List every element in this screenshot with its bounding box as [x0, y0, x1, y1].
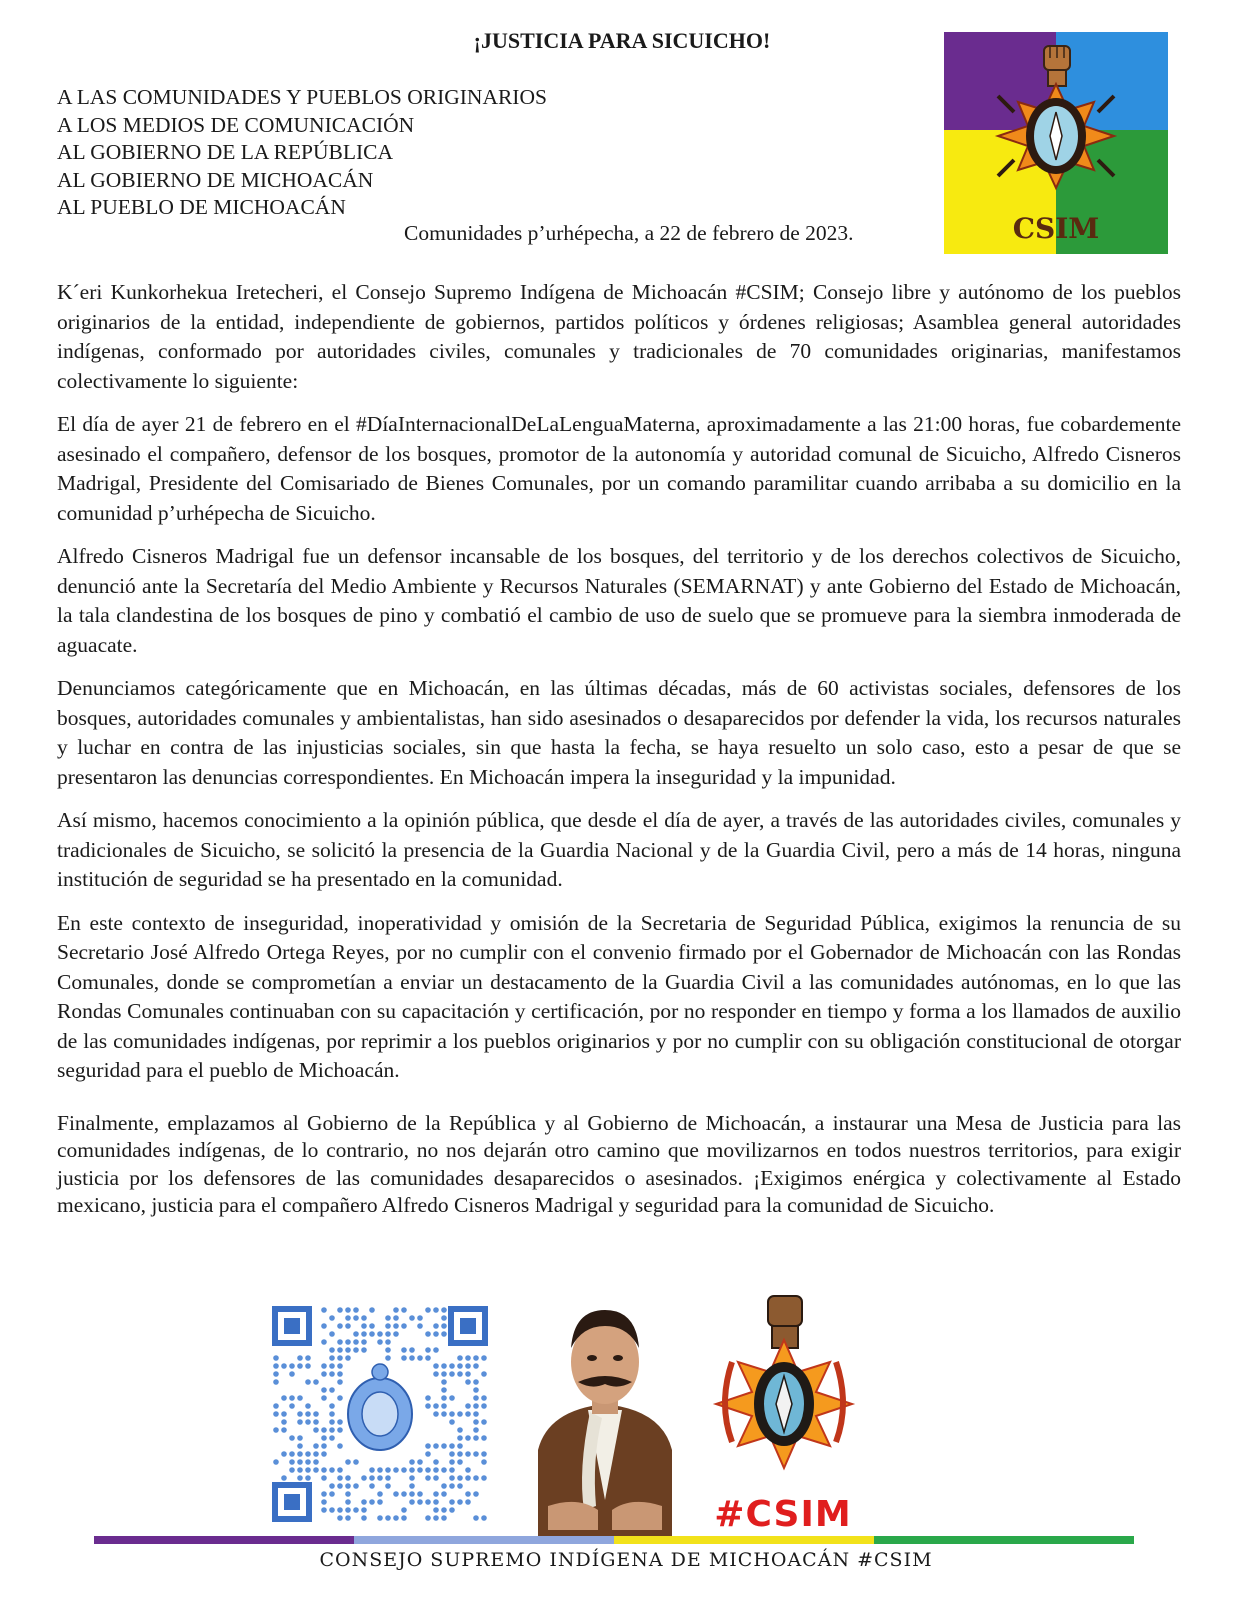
color-stripe: [94, 1536, 1134, 1544]
body-paragraph: En este contexto de inseguridad, inoperatividad y omisión de la Secretaria de Seguridad Pública, exigimos la renuncia de su Secretario José Alfredo Ortega Reyes, por no cumplir con el convenio firmado por el Gobernador de Michoacán con las Rondas Comunales, donde se comprometían a enviar un destacamento de la Guardia Civil a las comunidades autónomas, en lo que las Rondas Comunales continuaban con su capacitación y certificación, por no responder en tiempo y forma a los llamados de auxilio de las comunidades indígenas, por reprimir a los pueblos originarios y por no cumplir con su obligación constitucional de otorgar seguridad para el pueblo de Michoacán.: [57, 910, 1181, 1082]
body-paragraph: Alfredo Cisneros Madrigal fue un defensor incansable de los bosques, del territorio y de los derechos colectivos de Sicuicho, denunció ante la Secretaría del Medio Ambiente y Recursos Naturales (SEMARNAT) y ante Gobierno del Estado de Michoacán, la tala clandestina de los bosques de pino y combatió el cambio de uso de suelo que se promueve para la siembra inmoderada de aguacate.: [57, 544, 1181, 657]
body-paragraph: Finalmente, emplazamos al Gobierno de la República y al Gobierno de Michoacán, a instaurar una Mesa de Justicia para las comunidades indígenas, de lo contrario, no nos dejarán otro camino que movilizarnos en todos nuestros territorios, para exigir justicia por los defensores de las comunidades desaparecidos o asesinados. ¡Exigimos enérgica y colectivamente al Estado mexicano, justicia para el compañero Alfredo Cisneros Madrigal y seguridad para la comunidad de Sicuicho.: [57, 1110, 1181, 1217]
hashtag-label: #CSIM: [714, 1494, 852, 1535]
document-title: ¡JUSTICIA PARA SICUICHO!: [473, 28, 771, 53]
recipient-line: A LAS COMUNIDADES Y PUEBLOS ORIGINARIOS: [57, 85, 547, 109]
qr-code-icon[interactable]: [272, 1306, 488, 1522]
recipient-line: AL GOBIERNO DE MICHOACÁN: [57, 167, 374, 192]
letter-body: [57, 278, 1181, 1234]
recipient-list: [57, 84, 547, 222]
csim-emblem-icon: [712, 1292, 856, 1486]
stripe-segment-green: [874, 1536, 1134, 1544]
body-paragraph: Así mismo, hacemos conocimiento a la opinión pública, que desde el día de ayer, a través de las autoridades civiles, comunales y tradicionales de Sicuicho, se solicitó la presencia de la Guardia Nacional y de la Guardia Civil, pero a más de 14 horas, ninguna institución de seguridad se ha presentado en la comunidad.: [57, 808, 1181, 891]
stripe-segment-lavender: [354, 1536, 614, 1544]
stripe-segment-purple: [94, 1536, 354, 1544]
body-paragraph: El día de ayer 21 de febrero en el #DíaInternacionalDeLaLenguaMaterna, aproximadamente a las 21:00 horas, fue cobardemente asesinado el compañero, defensor de los bosques, promotor de la autonomía y autoridad comunal de Sicuicho, Alfredo Cisneros Madrigal, Presidente del Comisariado de Bienes Comunales, por un comando paramilitar cuando arribaba a su domicilio en la comunidad p’urhépecha de Sicuicho.: [57, 412, 1181, 525]
footer-org-line: CONSEJO SUPREMO INDÍGENA DE MICHOACÁN #CSIM: [319, 1549, 933, 1571]
logo-text: CSIM: [1012, 212, 1100, 245]
body-paragraph: K´eri Kunkorhekua Iretecheri, el Consejo Supremo Indígena de Michoacán #CSIM; Consejo libre y autónomo de los pueblos originarios de la entidad, independiente de gobiernos, partidos políticos y órdenes religiosas; Asamblea general autoridades indígenas, conformado por autoridades civiles, comunales y tradicionales de 70 comunidades originarias, manifestamos colectivamente lo siguiente:: [57, 280, 1181, 393]
recipient-line: AL PUEBLO DE MICHOACÁN: [57, 195, 346, 219]
csim-logo: [944, 32, 1168, 254]
dateline: Comunidades p’urhépecha, a 22 de febrero de 2023.: [404, 221, 854, 245]
turtle-emblem-icon: [348, 1364, 412, 1450]
stripe-segment-yellow: [614, 1536, 874, 1544]
body-paragraph: Denunciamos categóricamente que en Michoacán, en las últimas décadas, más de 60 activistas sociales, defensores de los bosques, autoridades comunales y ambientalistas, han sido asesinados o desaparecidos por defender la vida, los recursos naturales y luchar en contra de las injusticias sociales, sin que hasta la fecha, se haya resuelto un solo caso, esto a pesar de que se presentaron las denuncias correspondientes. En Michoacán impera la inseguridad y la impunidad.: [57, 676, 1181, 789]
raised-fist-icon: [1044, 46, 1070, 86]
recipient-line: A LOS MEDIOS DE COMUNICACIÓN: [57, 112, 415, 137]
zapata-portrait-icon: [518, 1300, 692, 1536]
recipient-line: AL GOBIERNO DE LA REPÚBLICA: [57, 140, 394, 164]
